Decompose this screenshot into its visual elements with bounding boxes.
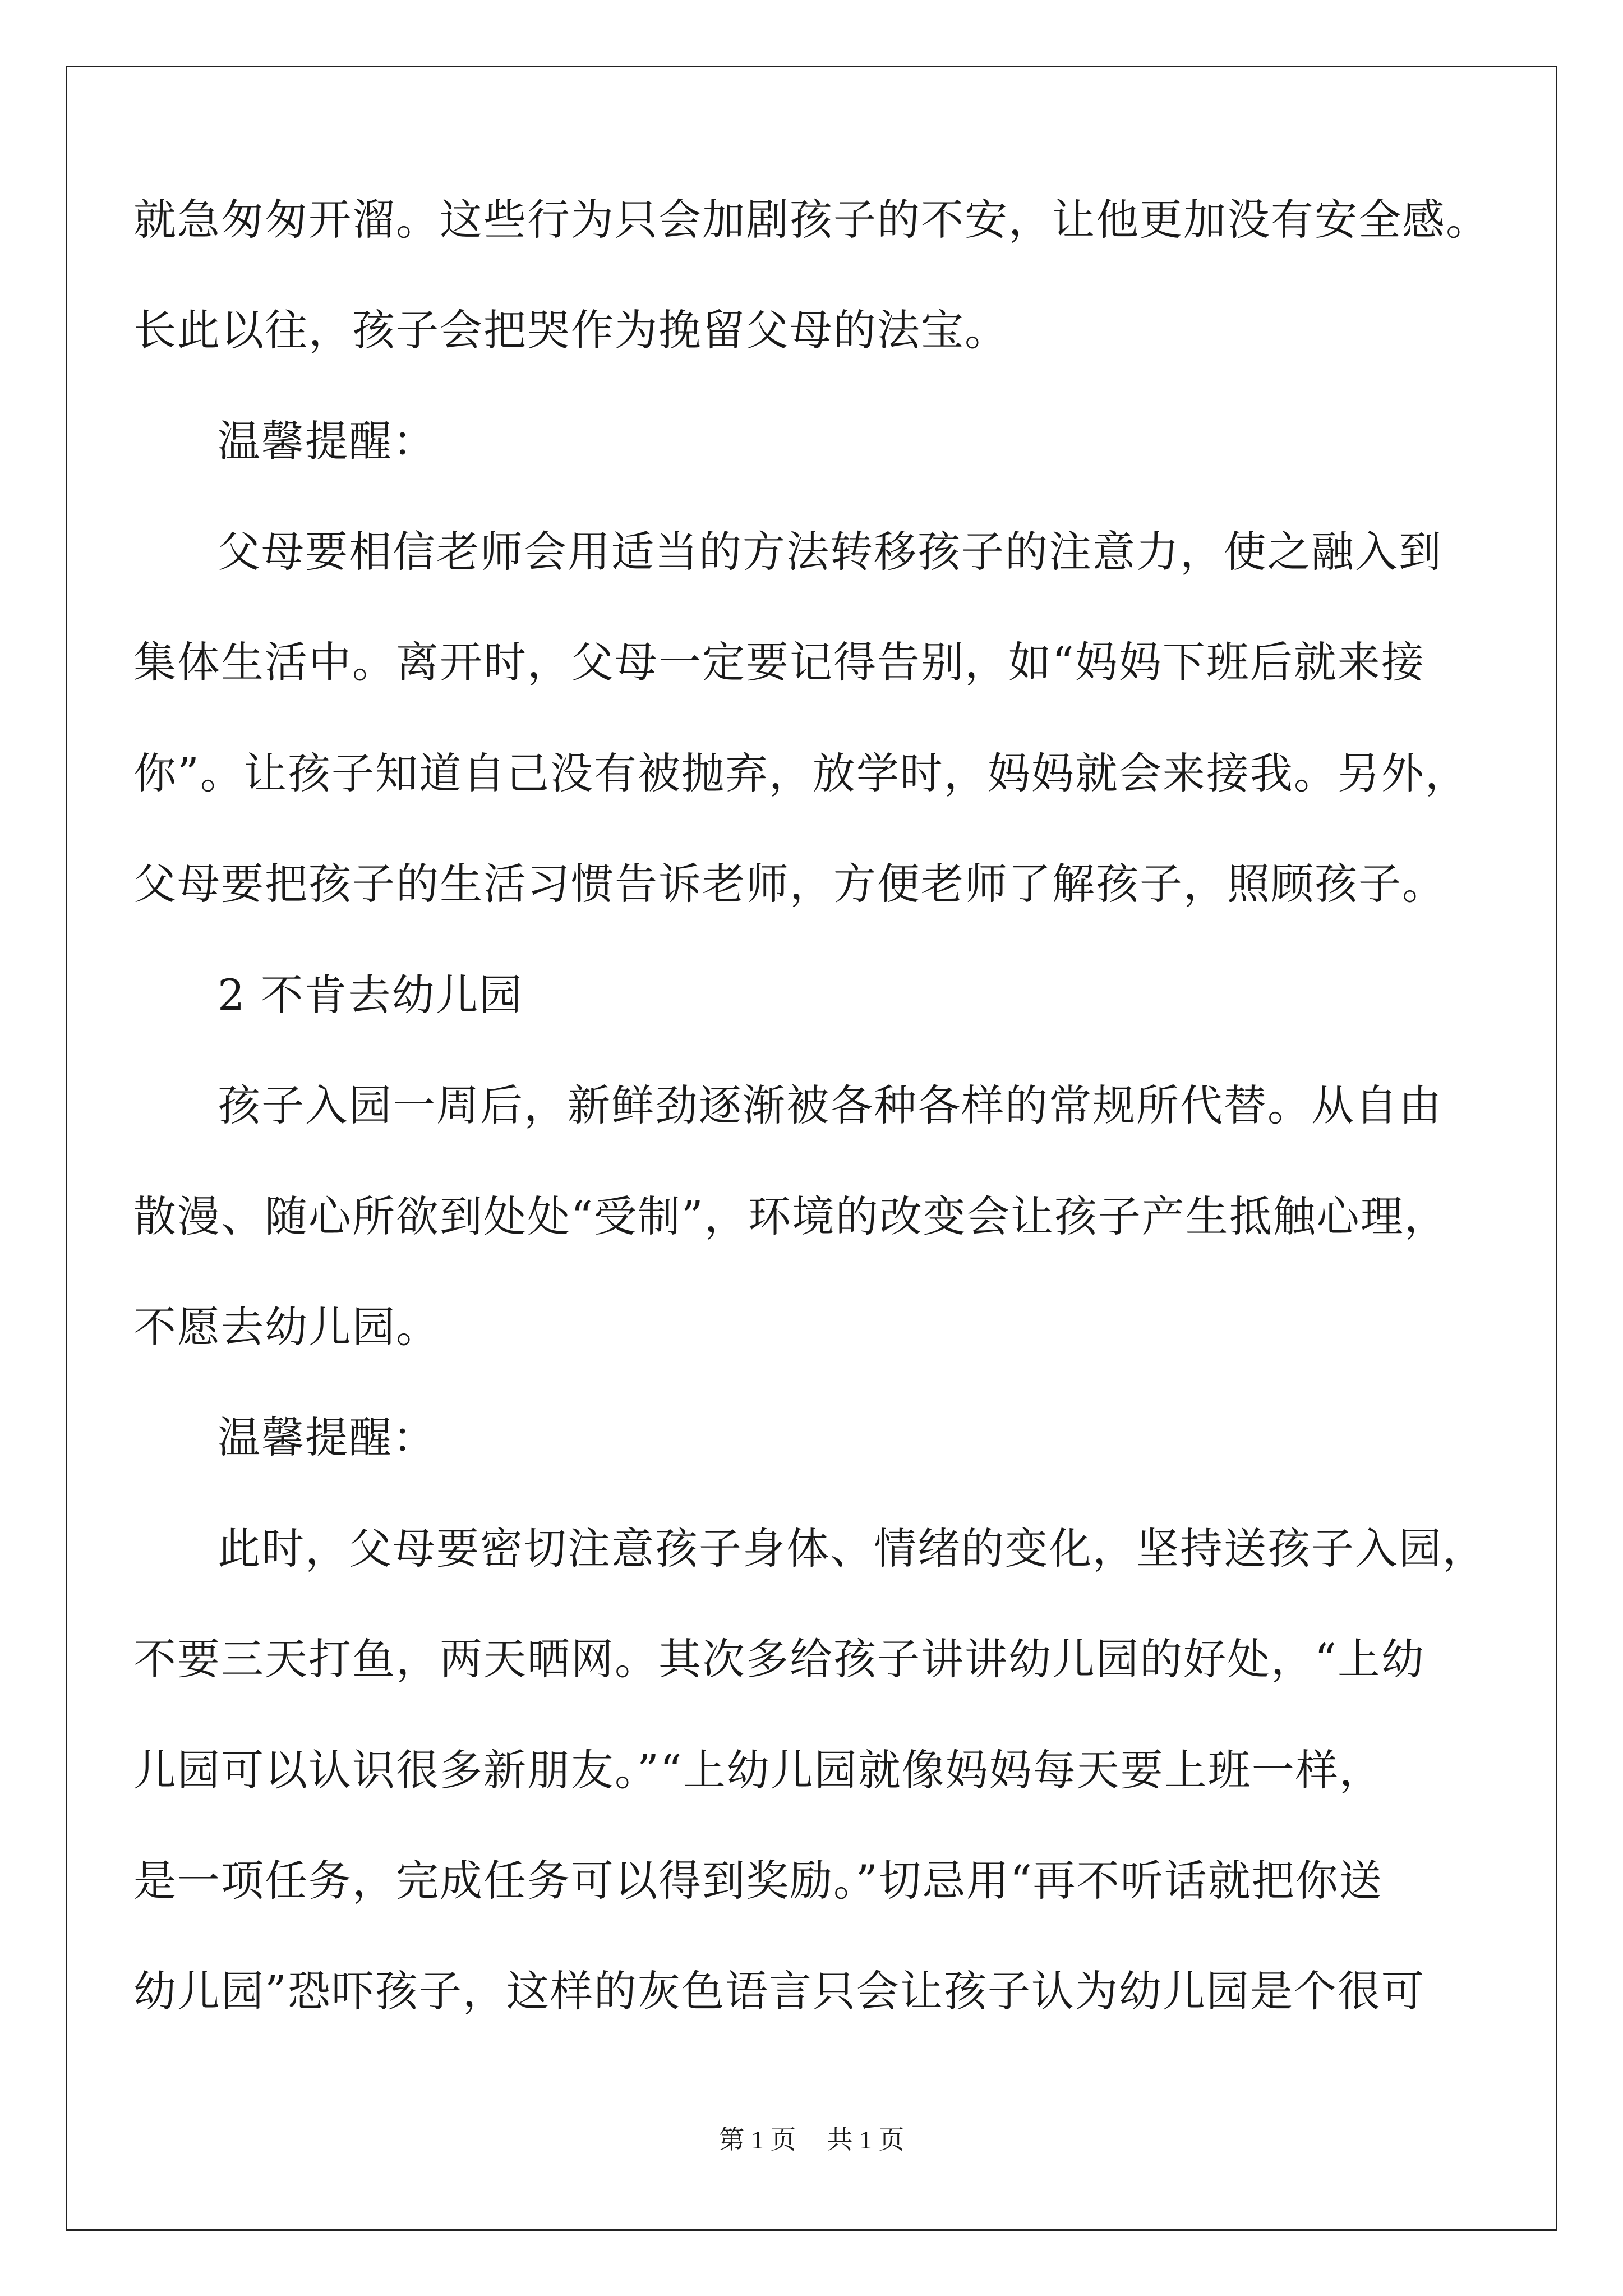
page-footer <box>0 2123 1623 2157</box>
body-line: 父母要相信老师会用适当的方法转移孩子的注意力，使之融入到 <box>218 527 1442 577</box>
body-line: 集体生活中。离开时，父母一定要记得告别，如“妈妈下班后就来接 <box>133 637 1425 687</box>
page-number: 第 1 页 <box>718 2125 796 2154</box>
section-heading: 温馨提醒： <box>218 1412 436 1462</box>
body-line: 你”。让孩子知道自己没有被抛弃，放学时，妈妈就会来接我。另外， <box>133 748 1469 798</box>
body-line: 不愿去幼儿园。 <box>133 1302 440 1352</box>
body-line: 不要三天打鱼，两天晒网。其次多给孩子讲讲幼儿园的好处，“上幼 <box>133 1634 1425 1684</box>
body-line: 幼儿园”恐吓孩子，这样的灰色语言只会让孩子认为幼儿园是个很可 <box>133 1966 1425 2016</box>
section-heading: 温馨提醒： <box>218 416 436 466</box>
section-heading: 2 不肯去幼儿园 <box>218 970 523 1020</box>
body-line: 父母要把孩子的生活习惯告诉老师，方便老师了解孩子，照顾孩子。 <box>133 859 1446 909</box>
body-line: 散漫、随心所欲到处处“受制”，环境的改变会让孩子产生抵触心理， <box>133 1191 1448 1241</box>
body-line: 此时，父母要密切注意孩子身体、情绪的变化，坚持送孩子入园， <box>218 1524 1486 1573</box>
body-line: 孩子入园一周后，新鲜劲逐渐被各种各样的常规所代替。从自由 <box>218 1080 1442 1130</box>
body-line: 就急匆匆开溜。这些行为只会加剧孩子的不安，让他更加没有安全感。 <box>133 195 1490 245</box>
body-line: 是一项任务，完成任务可以得到奖励。”切忌用“再不听话就把你送 <box>133 1856 1383 1906</box>
page-total: 共 1 页 <box>827 2125 905 2154</box>
body-line: 儿园可以认识很多新朋友。”“上幼儿园就像妈妈每天要上班一样， <box>133 1745 1383 1795</box>
body-line: 长此以往，孩子会把哭作为挽留父母的法宝。 <box>133 305 1008 355</box>
